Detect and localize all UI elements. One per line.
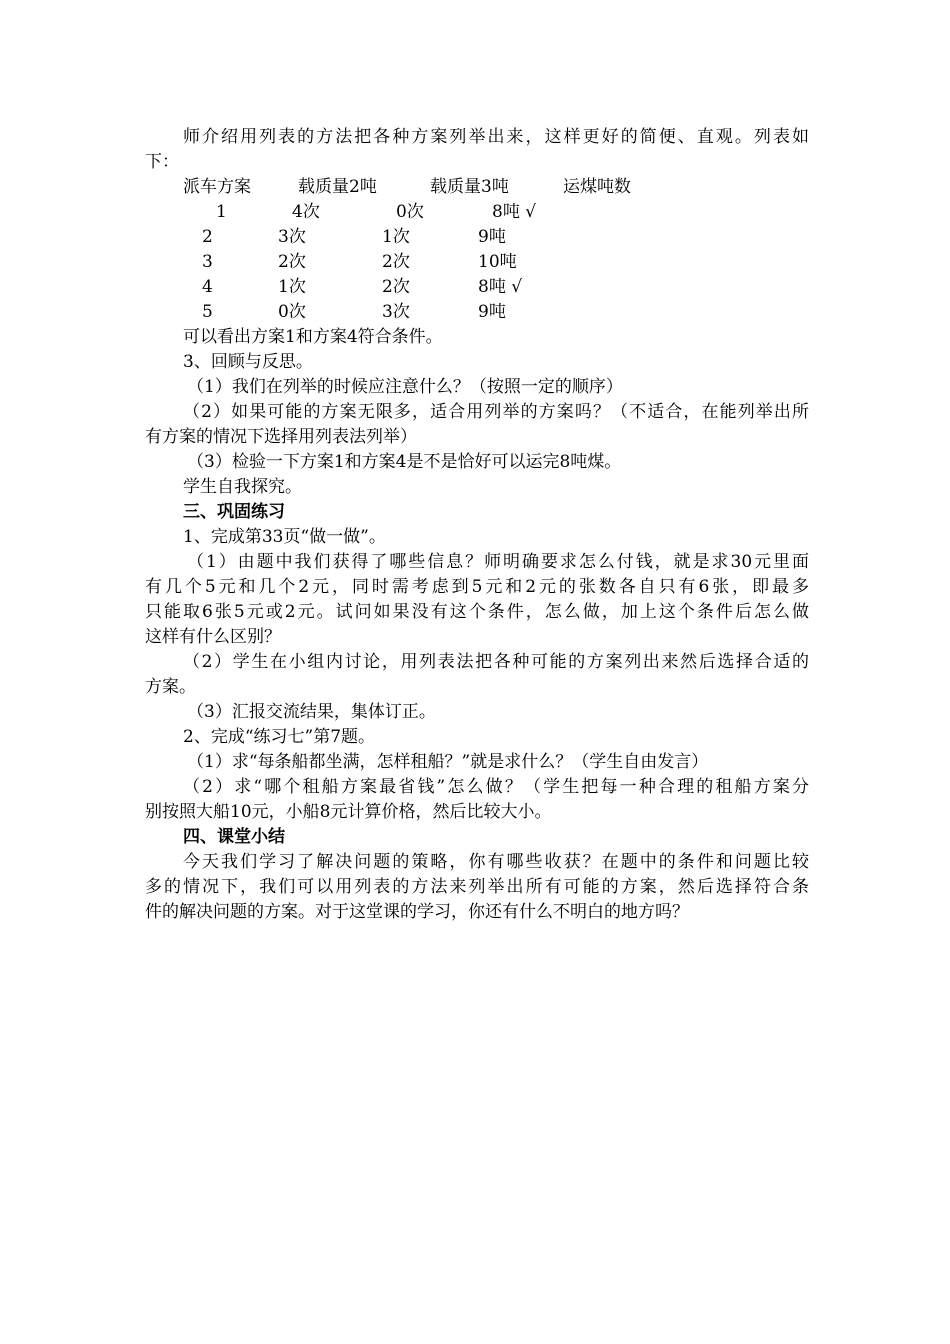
table-cell: 4次 bbox=[292, 202, 320, 222]
table-cell: 2次 bbox=[382, 252, 410, 272]
summary-line: 件的解决问题的方案。对于这堂课的学习，你还有什么不明白的地方吗？ bbox=[145, 902, 689, 922]
review-question-2-line: （2）如果可能的方案无限多，适合用列举的方案吗？（不适合，在能列举出所 bbox=[183, 402, 809, 422]
section-3-title: 三、巩固练习 bbox=[183, 502, 285, 522]
exercise-1-question-2-line: 方案。 bbox=[145, 677, 196, 697]
exercise-1-question-1-line: 有几个5元和几个2元，同时需考虑到5元和2元的张数各自只有6张，即最多 bbox=[145, 577, 809, 597]
table-cell: 0次 bbox=[396, 202, 424, 222]
table-header-plan: 派车方案 bbox=[183, 177, 251, 197]
table-cell: 3次 bbox=[382, 302, 410, 322]
review-question-2-line: 有方案的情况下选择用列表法列举） bbox=[145, 427, 417, 447]
table-cell: 5 bbox=[202, 302, 213, 322]
review-heading: 3、回顾与反思。 bbox=[183, 352, 313, 372]
exercise-1-question-1-line: 只能取6张5元或2元。试问如果没有这个条件，怎么做，加上这个条件后怎么做 bbox=[145, 602, 809, 622]
table-cell: 4 bbox=[202, 277, 213, 297]
table-cell: 1次 bbox=[278, 277, 306, 297]
table-cell: 9吨 bbox=[478, 302, 506, 322]
exercise-1-question-1-line: 这样有什么区别？ bbox=[145, 627, 281, 647]
table-cell: 0次 bbox=[278, 302, 306, 322]
review-question-3: （3）检验一下方案1和方案4是不是恰好可以运完8吨煤。 bbox=[187, 452, 622, 472]
exercise-1-question-2-line: （2）学生在小组内讨论，用列表法把各种可能的方案列出来然后选择合适的 bbox=[183, 652, 809, 672]
table-header-tons: 运煤吨数 bbox=[563, 177, 631, 197]
table-header-2ton: 载质量2吨 bbox=[298, 177, 377, 197]
table-cell: 3 bbox=[202, 252, 213, 272]
exercise-1-heading: 1、完成第33页“做一做”。 bbox=[183, 527, 386, 547]
table-cell: 9吨 bbox=[478, 227, 506, 247]
section-4-title: 四、课堂小结 bbox=[183, 827, 285, 847]
exercise-2-heading: 2、完成“练习七”第7题。 bbox=[183, 727, 376, 747]
intro-paragraph-line: 师介绍用列表的方法把各种方案列举出来，这样更好的简便、直观。列表如 bbox=[183, 127, 809, 147]
table-cell: 2 bbox=[202, 227, 213, 247]
exercise-1-question-3: （3）汇报交流结果，集体订正。 bbox=[187, 702, 436, 722]
table-cell: 2次 bbox=[382, 277, 410, 297]
intro-paragraph-line: 下： bbox=[145, 152, 179, 172]
exercise-2-question-2-line: 别按照大船10元，小船8元计算价格，然后比较大小。 bbox=[145, 802, 552, 822]
table-cell: 1次 bbox=[382, 227, 410, 247]
self-explore-text: 学生自我探究。 bbox=[183, 477, 302, 497]
summary-line: 多的情况下，我们可以用列表的方法来列举出所有可能的方案，然后选择符合条 bbox=[145, 877, 809, 897]
table-cell: 2次 bbox=[278, 252, 306, 272]
summary-line: 今天我们学习了解决问题的策略，你有哪些收获？在题中的条件和问题比较 bbox=[183, 852, 809, 872]
conclusion-text: 可以看出方案1和方案4符合条件。 bbox=[183, 327, 443, 347]
table-header-3ton: 载质量3吨 bbox=[430, 177, 509, 197]
table-cell: 8吨 √ bbox=[478, 277, 523, 297]
table-cell: 10吨 bbox=[478, 252, 517, 272]
table-cell: 8吨 √ bbox=[492, 202, 537, 222]
exercise-2-question-1: （1）求“每条船都坐满，怎样租船？”就是求什么？（学生自由发言） bbox=[187, 752, 709, 772]
exercise-1-question-1-line: （1）由题中我们获得了哪些信息？师明确要求怎么付钱，就是求30元里面 bbox=[187, 552, 809, 572]
table-cell: 1 bbox=[216, 202, 227, 222]
review-question-1: （1）我们在列举的时候应注意什么？（按照一定的顺序） bbox=[187, 377, 623, 397]
exercise-2-question-2-line: （2）求“哪个租船方案最省钱”怎么做？（学生把每一种合理的租船方案分 bbox=[183, 777, 809, 797]
table-cell: 3次 bbox=[278, 227, 306, 247]
